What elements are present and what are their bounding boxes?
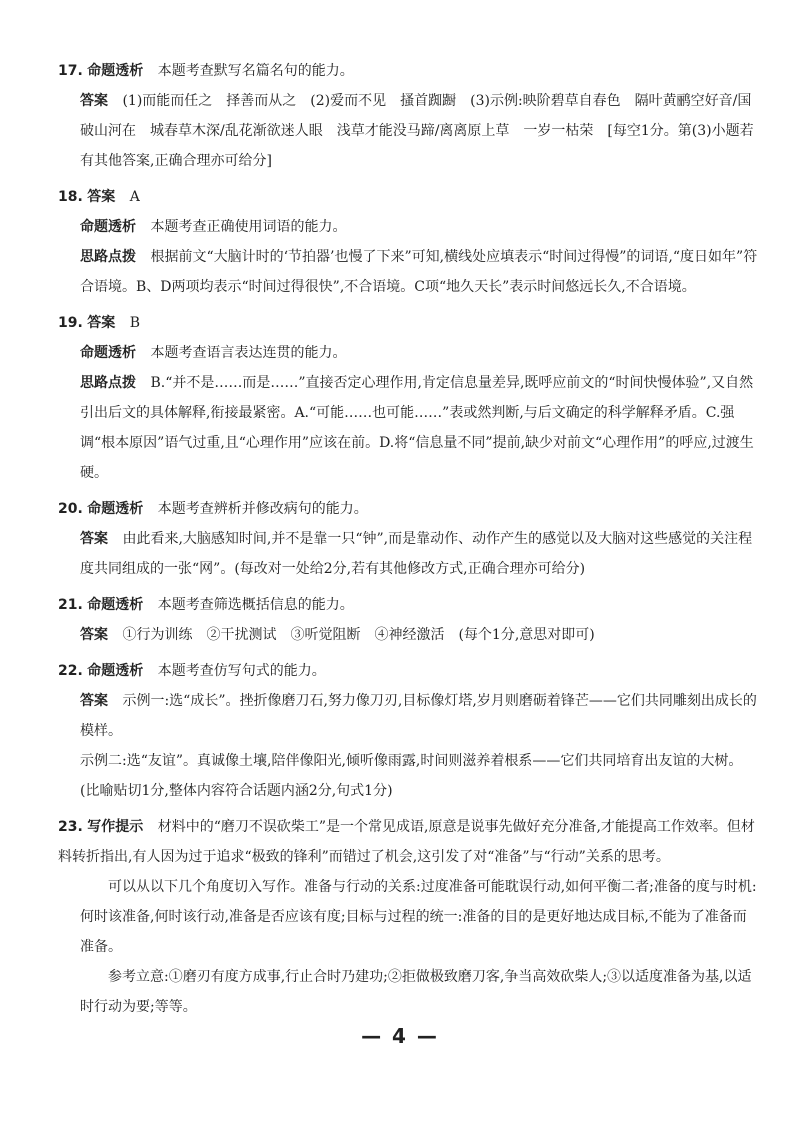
answer-label: 答案 (80, 693, 108, 709)
intent-text: 本题考查辨析并修改病句的能力。 (157, 501, 368, 517)
question-23 (58, 812, 758, 1022)
question-number: 23. (58, 819, 83, 835)
question-20 (58, 494, 758, 584)
hint-label: 思路点拨 (80, 375, 136, 391)
question-17 (58, 56, 758, 176)
intent-label: 命题透析 (87, 63, 144, 79)
intent-label: 命题透析 (87, 597, 144, 613)
example-two-text: 示例二:选“友谊”。真诚像土壤,陪伴像阳光,倾听像雨露,时间则滋养着根系——它们共同培育出友谊的大树。 (80, 753, 743, 769)
intent-text: 本题考查语言表达连贯的能力。 (150, 345, 347, 361)
question-19 (58, 308, 758, 488)
intent-label: 命题透析 (87, 501, 144, 517)
answer-label: 答案 (80, 531, 108, 547)
intent-label: 命题透析 (80, 345, 136, 361)
answer-value: B (129, 315, 141, 331)
intent-label: 命题透析 (80, 219, 136, 235)
answer-label: 答案 (87, 315, 116, 331)
answer-value: A (129, 189, 140, 205)
question-21 (58, 590, 758, 650)
hint-text: 根据前文“大脑计时的‘节拍器’也慢了下来”可知,横线处应填表示“时间过得慢”的词语,“度日如年”符合语境。B、D两项均表示“时间过得很快”,不合语境。C项“地久天长”表示时间悠远长久,不合语境。 (80, 249, 758, 295)
question-number: 17. (58, 63, 83, 79)
answer-text: ①行为训练 ②干扰测试 ③听觉阻断 ④神经激活 (每个1分,意思对即可) (122, 627, 595, 643)
hint-label: 思路点拨 (80, 249, 136, 265)
tip-label: 写作提示 (87, 819, 144, 835)
reference-theme-paragraph: 参考立意:①磨刃有度方成事,行止合时乃建功;②拒做极致磨刀客,争当高效砍柴人;③以适度准备为基,以适时行动为要;等等。 (80, 969, 752, 1015)
answer-text: 由此看来,大脑感知时间,并不是靠一只“钟”,而是靠动作、动作产生的感觉以及大脑对这些感觉的关注程度共同组成的一张“网”。(每改对一处给2分,若有其他修改方式,正确合理亦可给分) (80, 531, 753, 577)
answer-label: 答案 (80, 627, 108, 643)
question-number: 21. (58, 597, 83, 613)
question-22 (58, 656, 758, 806)
intent-text: 本题考查默写名篇名句的能力。 (157, 63, 354, 79)
answer-text: 示例一:选“成长”。挫折像磨刀石,努力像刀刃,目标像灯塔,岁月则磨砺着锋芒——它们共同雕刻出成长的模样。 (80, 693, 757, 739)
writing-angles-paragraph: 可以从以下几个角度切入写作。准备与行动的关系:过度准备可能耽误行动,如何平衡二者;准备的度与时机:何时该准备,何时该行动,准备是否应该有度;目标与过程的统一:准备的目的是更好地达成目标,不能为了准备而准备。 (80, 879, 757, 955)
question-number: 20. (58, 501, 83, 517)
answer-content (58, 56, 758, 1022)
answer-label: 答案 (80, 93, 108, 109)
question-number: 18. (58, 189, 83, 205)
page-number: — 4 — (361, 1024, 439, 1048)
question-number: 22. (58, 663, 83, 679)
question-18 (58, 182, 758, 302)
intent-text: 本题考查仿写句式的能力。 (157, 663, 326, 679)
intent-text: 本题考查正确使用词语的能力。 (150, 219, 347, 235)
tip-text: 材料中的“磨刀不误砍柴工”是一个常见成语,原意是说事先做好充分准备,才能提高工作效率。但材料转折指出,有人因为过于追求“极致的锋利”而错过了机会,这引发了对“准备”与“行动”关系的思考。 (58, 819, 755, 865)
intent-text: 本题考查筛选概括信息的能力。 (157, 597, 354, 613)
answer-text: (1)而能而任之 择善而从之 (2)爱而不见 搔首踟蹰 (3)示例:映阶碧草自春色 隔叶黄鹂空好音/国破山河在 城春草木深/乱花渐欲迷人眼 浅草才能没马蹄/离离原上草 一岁一枯荣 [每空1分。第(3)小题若有其他答案,正确合理亦可给分] (80, 93, 754, 169)
intent-label: 命题透析 (87, 663, 144, 679)
hint-text: B.“并不是……而是……”直接否定心理作用,肯定信息量差异,既呼应前文的“时间快慢体验”,又自然引出后文的具体解释,衔接最紧密。A.“可能……也可能……”表或然判断,与后文确定的科学解释矛盾。C.强调“根本原因”语气过重,且“心理作用”应该在前。D.将“信息量不同”提前,缺少对前文“心理作用”的呼应,过渡生硬。 (80, 375, 754, 481)
question-number: 19. (58, 315, 83, 331)
answer-label: 答案 (87, 189, 116, 205)
scoring-note: (比喻贴切1分,整体内容符合话题内涵2分,句式1分) (80, 783, 393, 799)
